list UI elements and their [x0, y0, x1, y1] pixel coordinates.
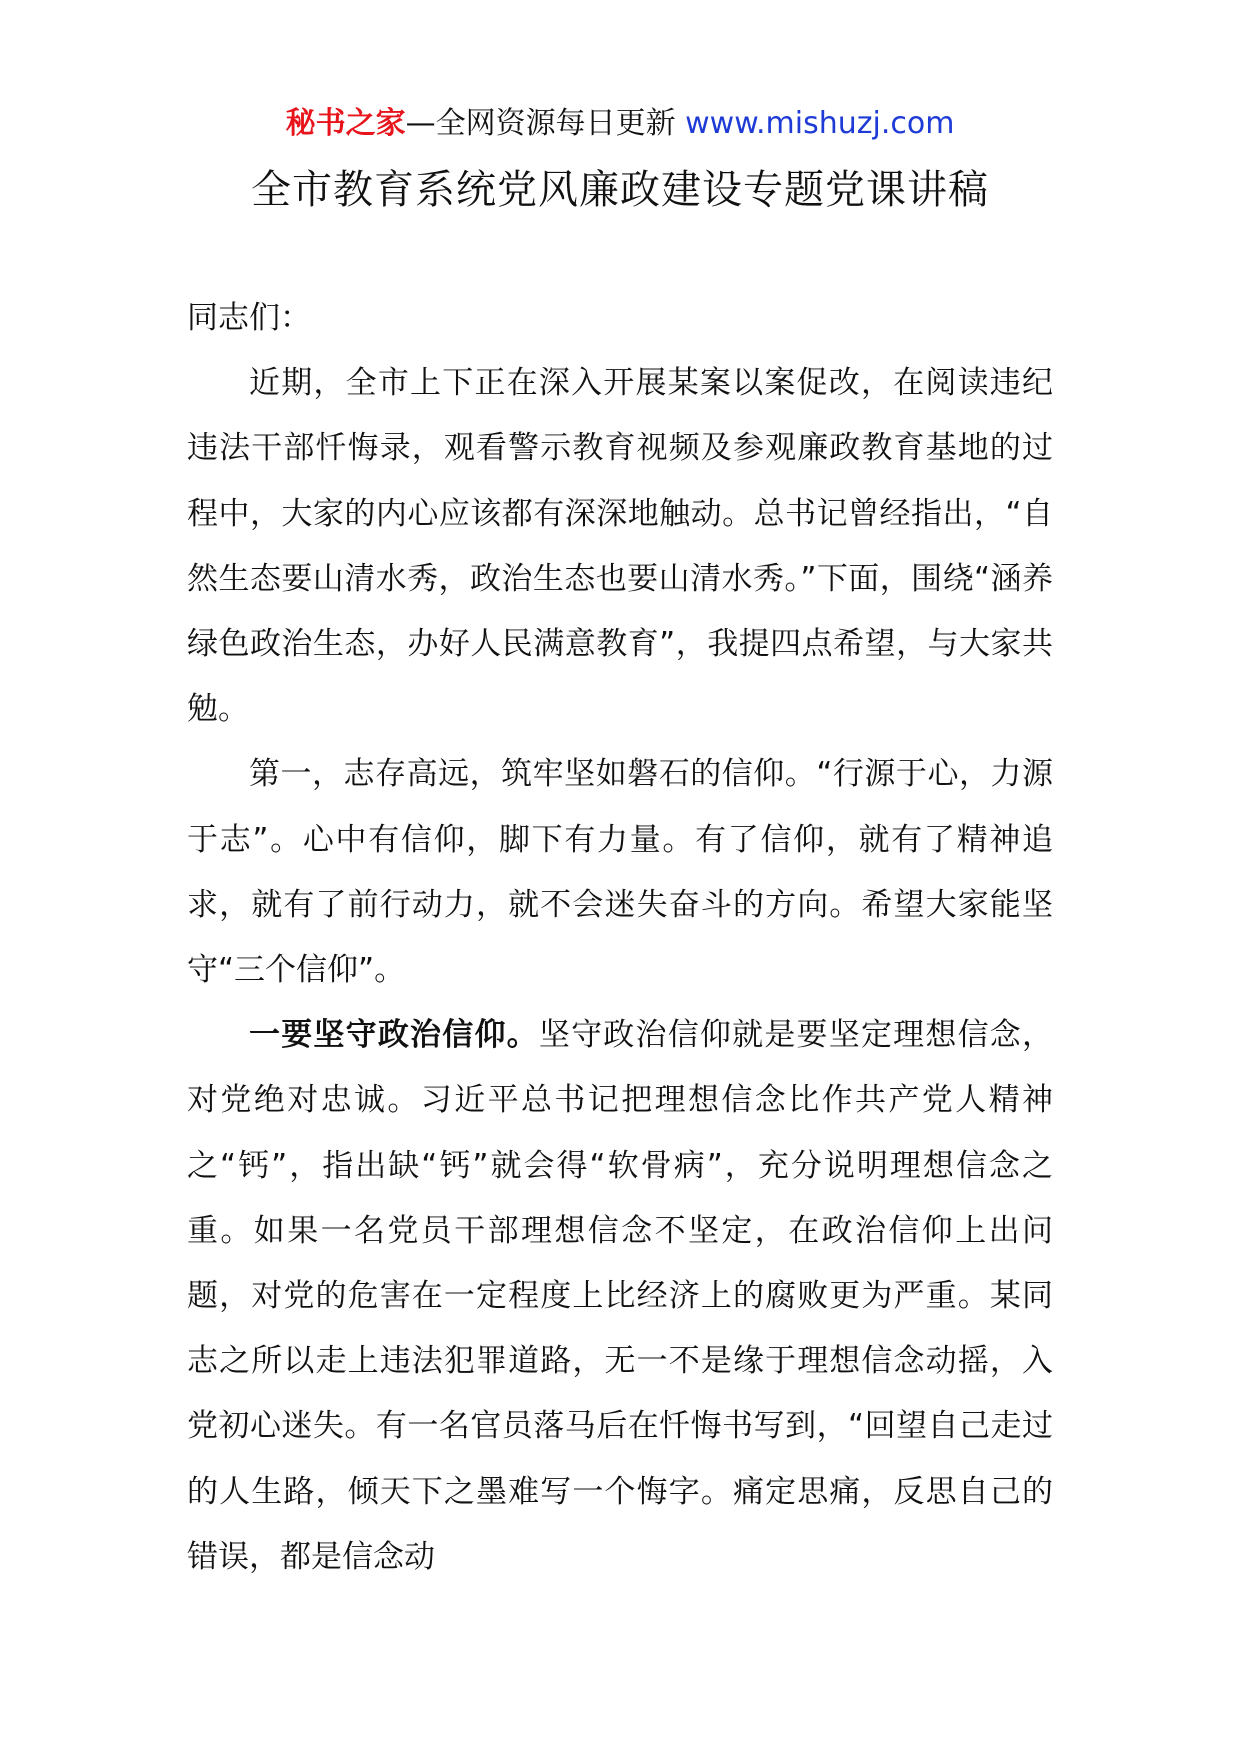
site-header: [0, 104, 1240, 144]
paragraph-intro: 近期，全市上下正在深入开展某案以案促改，在阅读违纪违法干部忏悔录，观看警示教育视频及参观廉政教育基地的过程中，大家的内心应该都有深深地触动。总书记曾经指出，“自然生态要山清水秀，政治生态也要山清水秀。”下面，围绕“涵养绿色政治生态，办好人民满意教育”，我提四点希望，与大家共勉。: [187, 365, 1053, 728]
site-url-link[interactable]: www.mishuzj.com: [685, 106, 955, 141]
paragraph-political-belief: [187, 1003, 1053, 1590]
salutation: 同志们：: [187, 300, 311, 336]
document-body: [187, 286, 1053, 1590]
paragraph-political-belief-text: 坚守政治信仰就是要坚定理想信念，对党绝对忠诚。习近平总书记把理想信念比作共产党人精神之“钙”，指出缺“钙”就会得“软骨病”，充分说明理想信念之重。如果一名党员干部理想信念不坚定，在政治信仰上出问题，对党的危害在一定程度上比经济上的腐败更为严重。某同志之所以走上违法犯罪道路，无一不是缘于理想信念动摇，入党初心迷失。有一名官员落马后在忏悔书写到，“回望自己走过的人生路，倾天下之墨难写一个悔字。痛定思痛，反思自己的错误，都是信念动: [187, 1017, 1053, 1575]
site-tagline: —全网资源每日更新: [405, 106, 676, 141]
document-title: 全市教育系统党风廉政建设专题党课讲稿: [251, 167, 989, 213]
site-brand: 秘书之家: [285, 106, 406, 141]
paragraph-first-point: 第一，志存高远，筑牢坚如磐石的信仰。“行源于心，力源于志”。心中有信仰，脚下有力量。有了信仰，就有了精神追求，就有了前行动力，就不会迷失奋斗的方向。希望大家能坚守“三个信仰”。: [187, 756, 1053, 989]
paragraph-lead-heading: 一要坚守政治信仰。: [249, 1017, 539, 1054]
